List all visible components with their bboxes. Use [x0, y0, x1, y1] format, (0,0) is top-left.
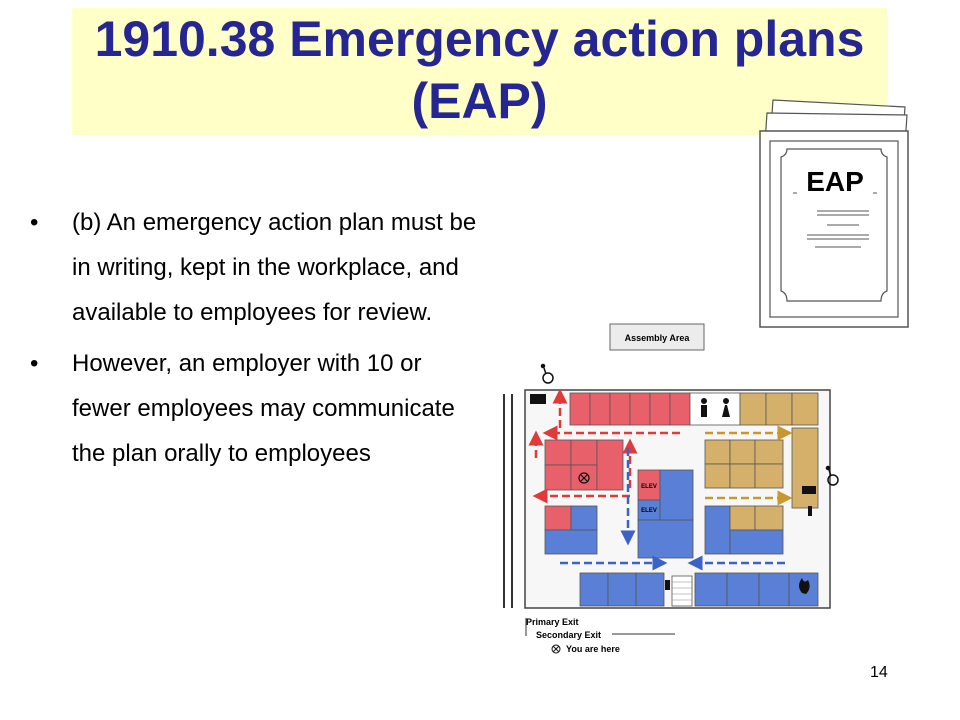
elevator-label: ELEV	[641, 508, 657, 514]
room-group-tan-top	[740, 393, 818, 425]
extinguisher-icon	[665, 580, 670, 590]
room-blue-center	[638, 520, 693, 558]
page-number: 14	[870, 664, 888, 681]
exit-sign-icon	[802, 486, 816, 494]
bullet-list	[30, 200, 480, 482]
bullet-item: • (b) An emergency action plan must be in writing, kept in the workplace, and available to employees for review.	[30, 200, 480, 335]
room-group-red-top	[570, 393, 690, 425]
room-blue-center	[660, 470, 693, 520]
room-group-blue-bottom	[580, 573, 818, 606]
restroom-block	[690, 393, 740, 425]
accessibility-icon	[542, 365, 554, 384]
assembly-area-label: Assembly Area	[624, 333, 690, 343]
legend-secondary-exit: Secondary Exit	[536, 630, 602, 640]
extinguisher-icon	[808, 506, 812, 516]
you-are-here-legend-icon	[552, 645, 560, 653]
legend-primary-exit: Primary Exit	[526, 617, 579, 627]
elevator-label: ELEV	[641, 484, 657, 490]
eap-cover	[760, 131, 908, 327]
room-group-lower-left	[545, 506, 597, 554]
bullet-item: • However, an employer with 10 or fewer employees may communicate the plan orally to employees	[30, 341, 480, 476]
eap-label: EAP	[806, 166, 864, 197]
evacuation-floor-plan	[500, 318, 850, 663]
legend-you-are-here: You are here	[566, 644, 620, 654]
eap-document-illustration	[755, 95, 915, 330]
exit-sign-icon	[530, 394, 546, 404]
room-group-lower-right	[705, 506, 783, 554]
stairwell	[672, 576, 692, 606]
slide-title: 1910.38 Emergency action plans (EAP)	[94, 11, 865, 129]
